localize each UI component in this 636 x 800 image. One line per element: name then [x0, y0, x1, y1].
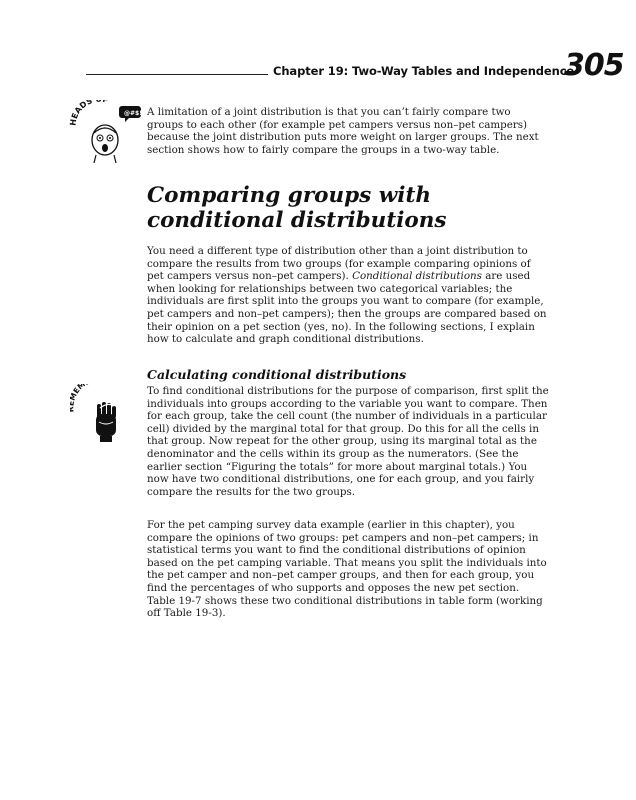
remember-icon-graphic [70, 384, 140, 448]
header-rule [86, 74, 268, 75]
intro-text-after: are used when looking for relationships between two categorical variables; the individuals are first split into the groups you want to compare (for example, pet campers and non–pet campers); then the groups are compared based on their opinion on a pet section (yes, no). In the following sections, I explain how to calculate and graph conditional distributions. [147, 270, 547, 346]
remember-icon-label: EM [71, 384, 88, 396]
section-intro-paragraph [147, 245, 550, 346]
heads-up-paragraph: A limitation of a joint distribution is that you can’t fairly compare two groups to each other (for example pet campers versus non–pet campers) because the joint distribution puts more weight on larger groups. The next section shows how to fairly compare the groups in a two-way table. [147, 106, 539, 156]
section-heading: Comparing groups with conditional distributions [147, 183, 447, 233]
remember-icon [70, 384, 140, 448]
heads-up-icon-graphic [68, 100, 142, 166]
subsection-heading: Calculating conditional distributions [147, 367, 407, 382]
intro-emphasis-term: Conditional distributions [352, 270, 482, 283]
svg-text:@#$!: @#$! [124, 110, 142, 117]
running-header-chapter-title: Chapter 19: Two-Way Tables and Independence [273, 64, 575, 78]
heads-up-icon [68, 100, 142, 166]
intro-text-before: You need a different type of distribution other than a joint distribution to compare the results from two groups (for example comparing opinions of pet campers versus non–pet campers). [147, 245, 531, 283]
page-number: 305 [564, 48, 624, 83]
subsection-paragraph-2: For the pet camping survey data example (earlier in this chapter), you compare the opinions of two groups: pet campers and non–pet campers; in statistical terms you want to find the conditional distributions of opinion based on the pet camping variable. That means you split the individuals into the pet camper and non–pet camper groups, and then for each group, you find the percentages of who supports and opposes the new pet section. Table 19-7 shows these two conditional distributions in table form (working off Table 19-3). [147, 519, 547, 620]
subsection-paragraph-1: To find conditional distributions for the purpose of comparison, first split the individuals into groups according to the variable you want to compare. Then for each group, take the cell count (the number of individuals in a particular cell) divided by the marginal total for that group. Do this for all the cells in that group. Now repeat for the other group, using its marginal total as the denominator and the cells within its group as the numerators. (See the earlier section “Figuring the totals” for more about marginal totals.) You now have two conditional distributions, one for each group, and you fairly compare the results for the two groups. [147, 385, 549, 498]
heads-up-icon-label: HEADS [68, 100, 94, 127]
